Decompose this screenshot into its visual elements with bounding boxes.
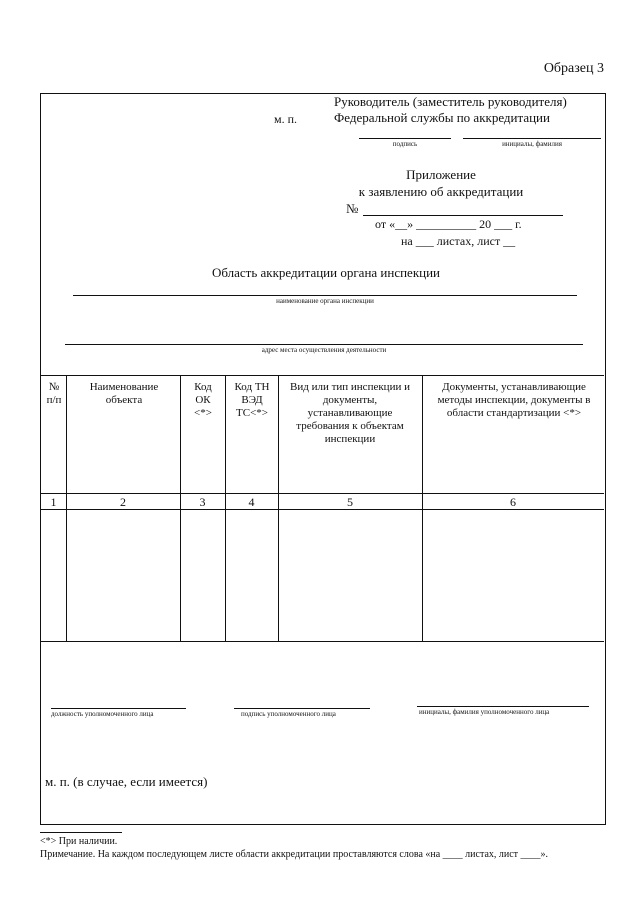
table-header-border [41,493,604,494]
sample-label: Образец 3 [543,61,604,76]
col-number-4: 4 [248,495,255,509]
footnote-asterisk: <*> При наличии. [40,836,118,847]
address-line [65,344,583,345]
annex-number-line [363,215,563,216]
col-number-2: 2 [120,495,126,509]
signature-caption: подпись [392,140,418,148]
authorized-name-caption: инициалы, фамилия уполномоченного лица [419,708,550,716]
table-bottom-border [41,641,604,642]
signature-line [359,138,451,139]
bottom-stamp-label: м. п. (в случае, если имеется) [45,774,208,789]
stamp-label: м. п. [274,112,298,126]
col-header-inspection-type: Вид или тип инспекции и документы, устанавливающие требования к объектам инспекции [290,381,410,445]
table-top-border [41,375,604,376]
annex-number-label: № [346,201,359,216]
annex-subtitle: к заявлению об аккредитации [358,184,524,199]
annex-title: Приложение [406,167,476,182]
col-header-tnved-code: Код ТН ВЭД ТС<*> [234,381,270,419]
position-line [51,708,186,709]
col-header-object: Наименование объекта [89,381,159,406]
col-header-ok-code: Код ОК <*> [194,381,212,419]
annex-sheets: на ___ листах, лист __ [401,234,516,248]
org-name-caption: наименование органа инспекции [276,297,374,305]
col-number-6: 6 [510,495,516,509]
position-caption: должность уполномоченного лица [51,710,154,718]
col-header-methods: Документы, устанавливающие методы инспекции, документы в области стандартизации <*> [437,381,591,419]
head-title-line2: Федеральной службы по аккредитации [334,110,550,125]
name-caption: инициалы, фамилия [502,140,562,148]
address-caption: адрес места осуществления деятельности [261,346,387,354]
authorized-signature-line [234,708,370,709]
footnote-note: Примечание. На каждом последующем листе области аккредитации проставляются слова «на ____ листах, лист ____». [40,849,549,860]
authorized-name-line [417,706,589,707]
scope-title: Область аккредитации органа инспекции [211,265,441,280]
authorized-signature-caption: подпись уполномоченного лица [241,710,336,718]
form-frame [40,93,606,825]
col-number-5: 5 [347,495,353,509]
head-title-line1: Руководитель (заместитель руководителя) [334,94,567,109]
col-header-num: № п/п [46,381,62,406]
org-name-line [73,295,577,296]
col-number-1: 1 [50,495,57,509]
annex-date: от «__» __________ 20 ___ г. [375,217,522,231]
col-number-3: 3 [199,495,206,509]
footnote-separator [40,832,122,833]
name-line [463,138,601,139]
